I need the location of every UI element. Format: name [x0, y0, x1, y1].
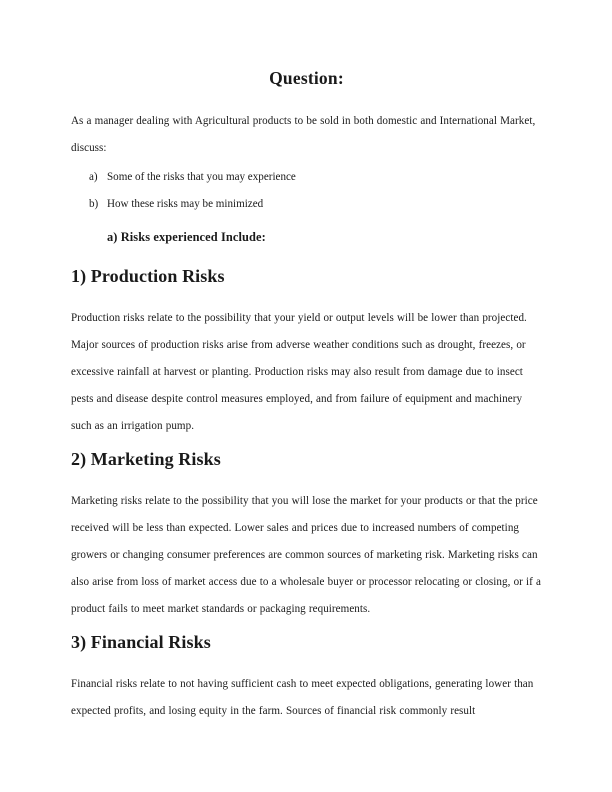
- intro-paragraph: As a manager dealing with Agricultural products to be sold in both domestic and International Market, discuss:: [71, 115, 536, 154]
- list-item: [71, 191, 542, 218]
- list-item-marker: b): [89, 198, 99, 210]
- section-heading-marketing-risks: 2) Marketing Risks: [71, 449, 221, 469]
- section-body-production-risks: Production risks relate to the possibility that your yield or output levels will be lower than projected. Major sources of production risks arise from adverse weather conditions such as drought, freezes, or excessive rainfall at harvest or planting. Production risks may also result from damage due to insect pests and disease despite control measures employed, and from failure of equipment and machinery such as an irrigation pump.: [71, 312, 527, 432]
- list-item-label: How these risks may be minimized: [107, 198, 264, 210]
- section-body-marketing-risks: Marketing risks relate to the possibility that you will lose the market for your products or that the price received will be less than expected. Lower sales and prices due to increased numbers of competing growers or changing consumer preferences are common sources of marketing risk. Marketing risks can also arise from loss of market access due to a wholesale buyer or processor relocating or closing, or if a product fails to meet market standards or packaging requirements.: [71, 495, 542, 615]
- section-body-financial-risks: Financial risks relate to not having sufficient cash to meet expected obligations, generating lower than expected profits, and losing equity in the farm. Sources of financial risk commonly result: [71, 678, 534, 717]
- section-heading-production-risks: 1) Production Risks: [71, 266, 225, 286]
- list-item-marker: a): [89, 171, 98, 183]
- question-list: [71, 164, 542, 218]
- page-title: Question:: [269, 68, 344, 88]
- list-item-label: Some of the risks that you may experience: [107, 171, 296, 183]
- section-heading-financial-risks: 3) Financial Risks: [71, 632, 211, 652]
- list-item: [71, 164, 542, 191]
- answer-subheading: a) Risks experienced Include:: [107, 230, 266, 244]
